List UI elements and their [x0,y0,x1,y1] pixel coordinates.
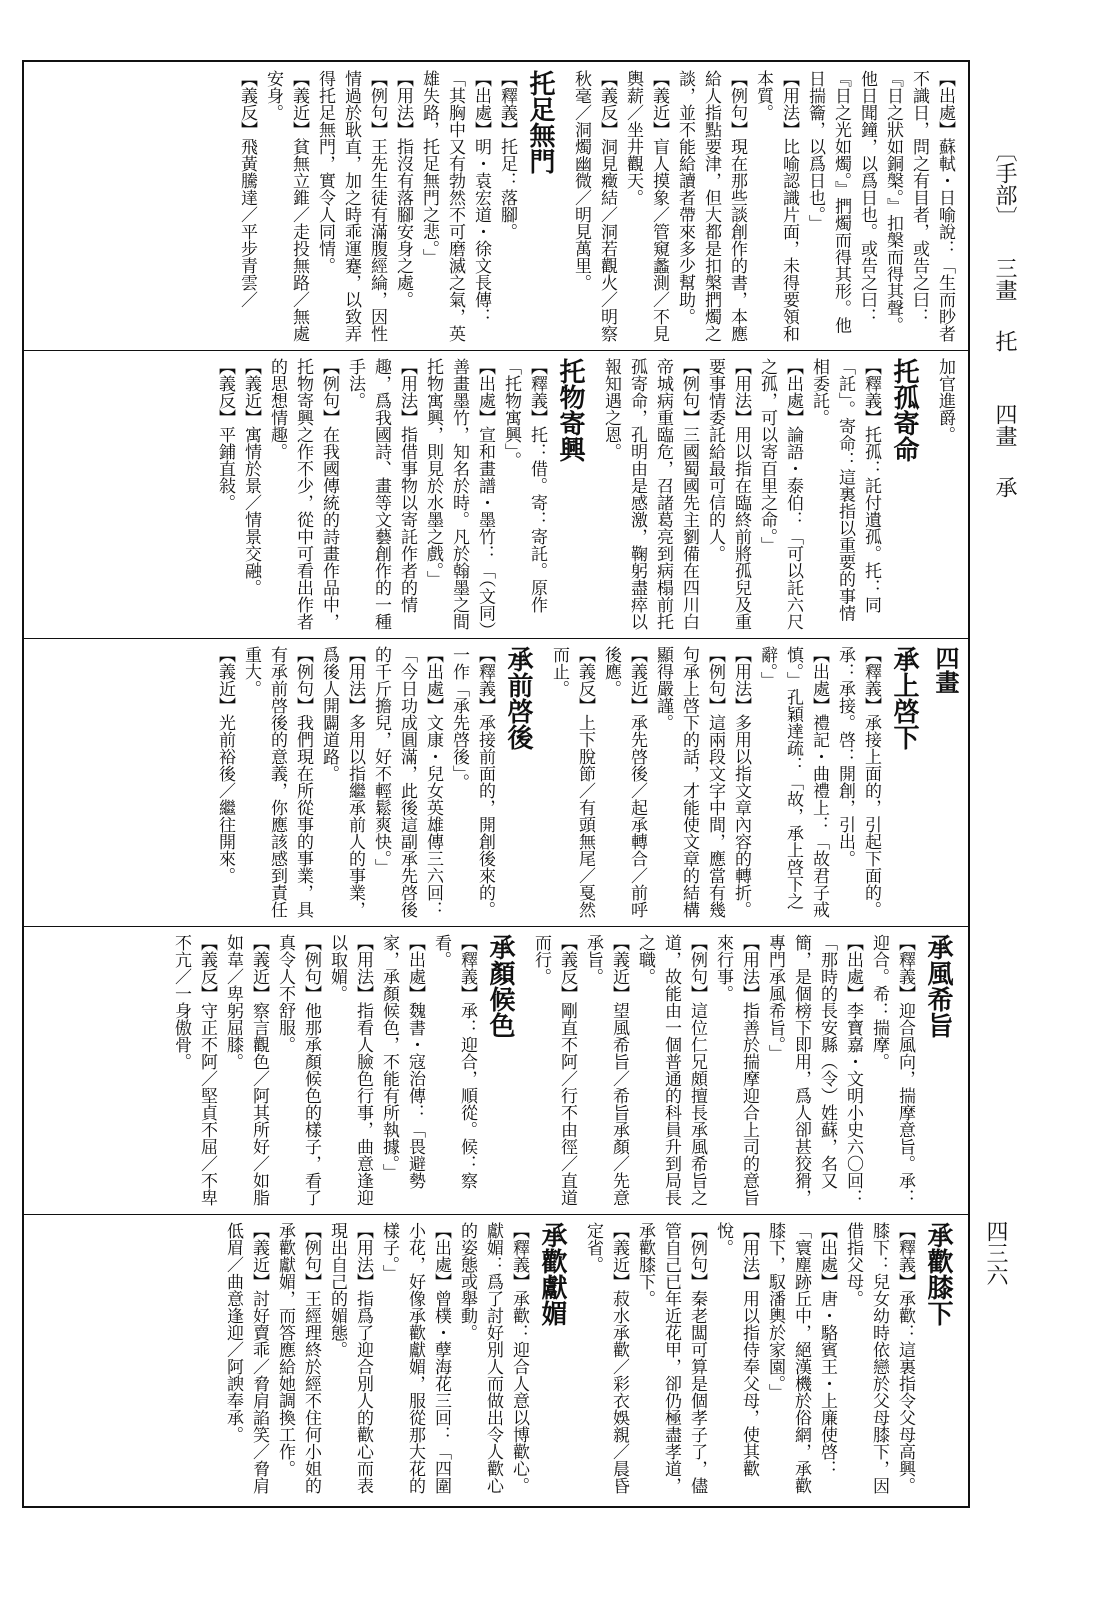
entry-cheng-huan-xi-xia [580,1222,958,1502]
entry-line: 【例句】這兩段文字中間，應當有幾句承上啓下的話，才能使文章的結構顯得嚴謹。 [653,646,725,918]
entry-line: 【用法】用以指侍奉父母，使其歡悅。 [713,1222,759,1477]
entry-line: 【用法】指看人臉色行事，曲意逢迎以取媚。 [327,934,373,1206]
band-3-columns [32,646,958,920]
entry-line: 【用法】指爲了迎合別人的歡心而表現出自己的媚態。 [327,1222,373,1494]
band-2-columns [32,358,958,632]
entry-line: 【釋義】托孤：託付遺孤。托：同「託」。寄命：這裏指以重要的事情相委託。 [809,358,881,622]
entry-line: 【義近】寓情於景／情景交融。 [241,358,261,596]
entry-kou-pan-men-zhu-cont [568,70,958,344]
entry-line: 【釋義】承歡：這裏指令父母高興。膝下：兒女幼時依戀於父母膝下，因借指父母。 [843,1222,915,1494]
entry-line: 【釋義】迎合風向，揣摩意旨。承：迎合。希：揣摩。 [869,934,915,1206]
headword: 承歡膝下 [923,1222,953,1326]
band-1-columns [32,70,958,344]
entry-line: 【義近】盲人摸象／管窺蠡測／不見輿薪／坐井觀天。 [623,70,669,342]
section-header: 四畫 [931,646,960,694]
entry-line: 【出處】禮記・曲禮上：「故君子戒慎。」孔穎達疏：「故，承上啓下之辭。」 [757,646,829,918]
entry-line: 【例句】在我國傳統的詩畫作品中，托物寄興之作不少，從中可看出作者的思想情趣。 [267,358,339,630]
entry-line: 【義近】菽水承歡／彩衣娛親／晨昏定省。 [583,1222,629,1494]
headword: 托足無門 [525,70,555,174]
page-frame [22,60,970,1508]
entry-line: 【義反】剛直不阿／行不由徑／直道而行。 [531,934,577,1206]
entry-line: 【釋義】托足：落腳。 [497,70,517,240]
band-5 [24,1222,968,1502]
band-2 [24,358,968,632]
band-5-columns [32,1222,958,1502]
entry-line: 【出處】宣和畫譜・墨竹：「（文同）善畫墨竹，知名於時。凡於翰墨之間托物寓興，則見於水墨之戲。」 [423,358,495,630]
entry-cheng-qian-qi-hou [212,646,538,920]
entry-line: 【出處】文康・兒女英雄傳三六回：「今日功成圓滿，此後這副承先啓後的千斤擔兒，好不輕鬆爽快。」 [371,646,443,918]
headword: 承顏候色 [485,934,515,1038]
headword: 托物寄興 [555,358,585,462]
entry-cheng-yan-hou-se [168,934,520,1208]
entry-line: 【例句】這位仁兄頗擅長承風希旨之道，故能由一個普通的科員升到局長之職。 [635,934,707,1206]
entry-line: 【用法】多用以指文章內容的轉折。 [731,646,751,918]
entry-line: 【釋義】承接上面的，引起下面的。承：承接。啓：開創，引出。 [835,646,881,918]
entry-line: 【義近】承先啓後／起承轉合／前呼後應。 [601,646,647,918]
headword: 托孤寄命 [889,358,919,462]
entry-line: 【用法】多用以指繼承前人的事業，爲後人開闢道路。 [319,646,365,918]
entry-line: 【用法】指善於揣摩迎合上司的意旨來行事。 [713,934,759,1206]
entry-line: 【義近】察言觀色／阿其所好／如脂如韋／卑躬屈膝。 [223,934,269,1206]
entry-jia-guan-cont [932,358,958,632]
entry-line: 【例句】王先生徒有滿腹經綸，因性情過於耿直，加之時乖運蹇，以致弄得托足無門，實令人同情。 [315,70,387,342]
entry-cheng-feng-xi-zhi [528,934,958,1208]
entry-line: 【義反】上下脫節／有頭無尾／戛然而止。 [549,646,595,918]
entry-line: 【例句】他那承顏候色的樣子，看了真令人不舒服。 [275,934,321,1206]
headword: 承風希旨 [923,934,953,1038]
entry-line: 【例句】我們現在所從事的事業，具有承前啓後的意義，你應該感到責任重大。 [241,646,313,918]
entry-line: 【義反】守正不阿／堅貞不屈／不卑不亢／一身傲骨。 [171,934,217,1206]
band-4-columns [32,934,958,1208]
entry-tuo-gu-ji-ming [598,358,924,632]
entry-line: 【出處】曾樸・孽海花三回：「四圍小花，好像承歡獻媚，服從那大花的樣子。」 [379,1222,451,1494]
entry-line: 【例句】秦老闆可算是個孝子了，儘管自己已年近花甲，卻仍極盡孝道，承歡膝下。 [635,1222,707,1494]
entry-line: 【出處】李寶嘉・文明小史六〇回：「那時的長安縣（令）姓蘇，名又簡，是個榜下即用，爲人卻甚狡猾，專門承風希旨。」 [765,934,863,1206]
entry-line: 【出處】魏書・寇治傳：「畏避勢家，承顏候色，不能有所執據。」 [379,934,425,1189]
band-1 [24,70,968,344]
entry-cheng-huan-xian-mei [220,1222,572,1502]
band-divider [24,638,968,639]
entry-line: 【釋義】承：迎合，順從。候：察看。 [431,934,477,1189]
band-divider [24,1214,968,1215]
entry-line: 【義近】光前裕後／繼往開來。 [215,646,235,884]
entry-line: 【義近】貧無立錐／走投無路／無處安身。 [263,70,309,342]
entry-line: 加官進爵。 [935,358,955,443]
running-head-strokes-4: 四畫 [992,403,1017,447]
entry-line: 【出處】蘇軾・日喻說：「生而眇者不識日，問之有目者，或告之曰：『日之狀如銅槃。』扣槃而得其聲。他日聞鐘，以爲日也。或告之曰：『日之光如燭。』捫燭而得其形。他日揣籥，以爲日也。」 [805,70,955,342]
entry-line: 【釋義】托：借。寄：寄託。原作「托物寓興」。 [501,358,547,613]
entry-line: 【釋義】承歡：迎合人意以博歡心。獻媚：爲了討好別人而做出令人歡心的姿態或舉動。 [457,1222,529,1494]
running-head-strokes-3: 三畫 [992,257,1017,301]
entry-line: 【義反】飛黃騰達／平步青雲／ [237,70,257,308]
headword: 承上啓下 [889,646,919,750]
entry-line: 【例句】王經理終於經不住何小姐的承歡獻媚，而答應給她調換工作。 [275,1222,321,1494]
entry-line: 【用法】指沒有落腳安身之處。 [393,70,413,308]
entry-line: 【用法】比喻認識片面，未得要領和本質。 [753,70,799,342]
band-divider [24,926,968,927]
running-head-char-tuo: 托 [992,330,1017,352]
headword: 承歡獻媚 [537,1222,567,1326]
entry-line: 【義近】望風希旨／希旨承顏／先意承旨。 [583,934,629,1206]
entry-tuo-wu-ji-xing [212,358,590,632]
entry-line: 【出處】論語・泰伯：「可以託六尺之孤，可以寄百里之命。」 [757,358,803,630]
band-divider [24,350,968,351]
entry-line: 【用法】用以指在臨終前將孤兒及重要事情委託給最可信的人。 [705,358,751,630]
page-number: 四三六 [983,1220,1008,1286]
entry-line: 【釋義】承接前面的，開創後來的。一作「承先啓後」。 [449,646,495,918]
entry-line: 【例句】三國蜀國先主劉備在四川白帝城病重臨危，召諸葛亮到病榻前托孤寄命，孔明由是感激，鞠躬盡瘁以報知遇之恩。 [601,358,699,630]
band-3 [24,646,968,920]
entry-line: 【義反】洞見癥結／洞若觀火／明察秋毫／洞燭幽微／明見萬里。 [571,70,617,342]
running-head-radical: 〔手部〕 [992,140,1017,228]
entry-line: 【例句】現在那些談創作的書，本應給人指點要津，但大都是扣槃捫燭之談，並不能給讀者帶來多少幫助。 [675,70,747,342]
headword: 承前啓後 [503,646,533,750]
entry-line: 【義近】討好賣乖／脅肩諂笑／脅肩低眉／曲意逢迎／阿諛奉承。 [223,1222,269,1494]
running-head-char-cheng: 承 [992,476,1017,498]
entry-line: 【出處】唐・駱賓王・上廉使啓：「寰塵跡丘中，絕漢機於俗網，承歡膝下，馭潘輿於家園。」 [765,1222,837,1494]
entry-line: 【出處】明・袁宏道・徐文長傳：「其胸中又有勃然不可磨滅之氣，英雄失路，托足無門之悲。」 [419,70,491,342]
entry-line: 【用法】指借事物以寄託作者的情趣，爲我國詩、畫等文藝創作的一種手法。 [345,358,417,630]
entry-line: 【義反】平鋪直敍。 [215,358,235,511]
entry-tuo-zu-wu-men [234,70,560,344]
band-4 [24,934,968,1208]
entry-cheng-shang-qi-xia [546,646,924,920]
